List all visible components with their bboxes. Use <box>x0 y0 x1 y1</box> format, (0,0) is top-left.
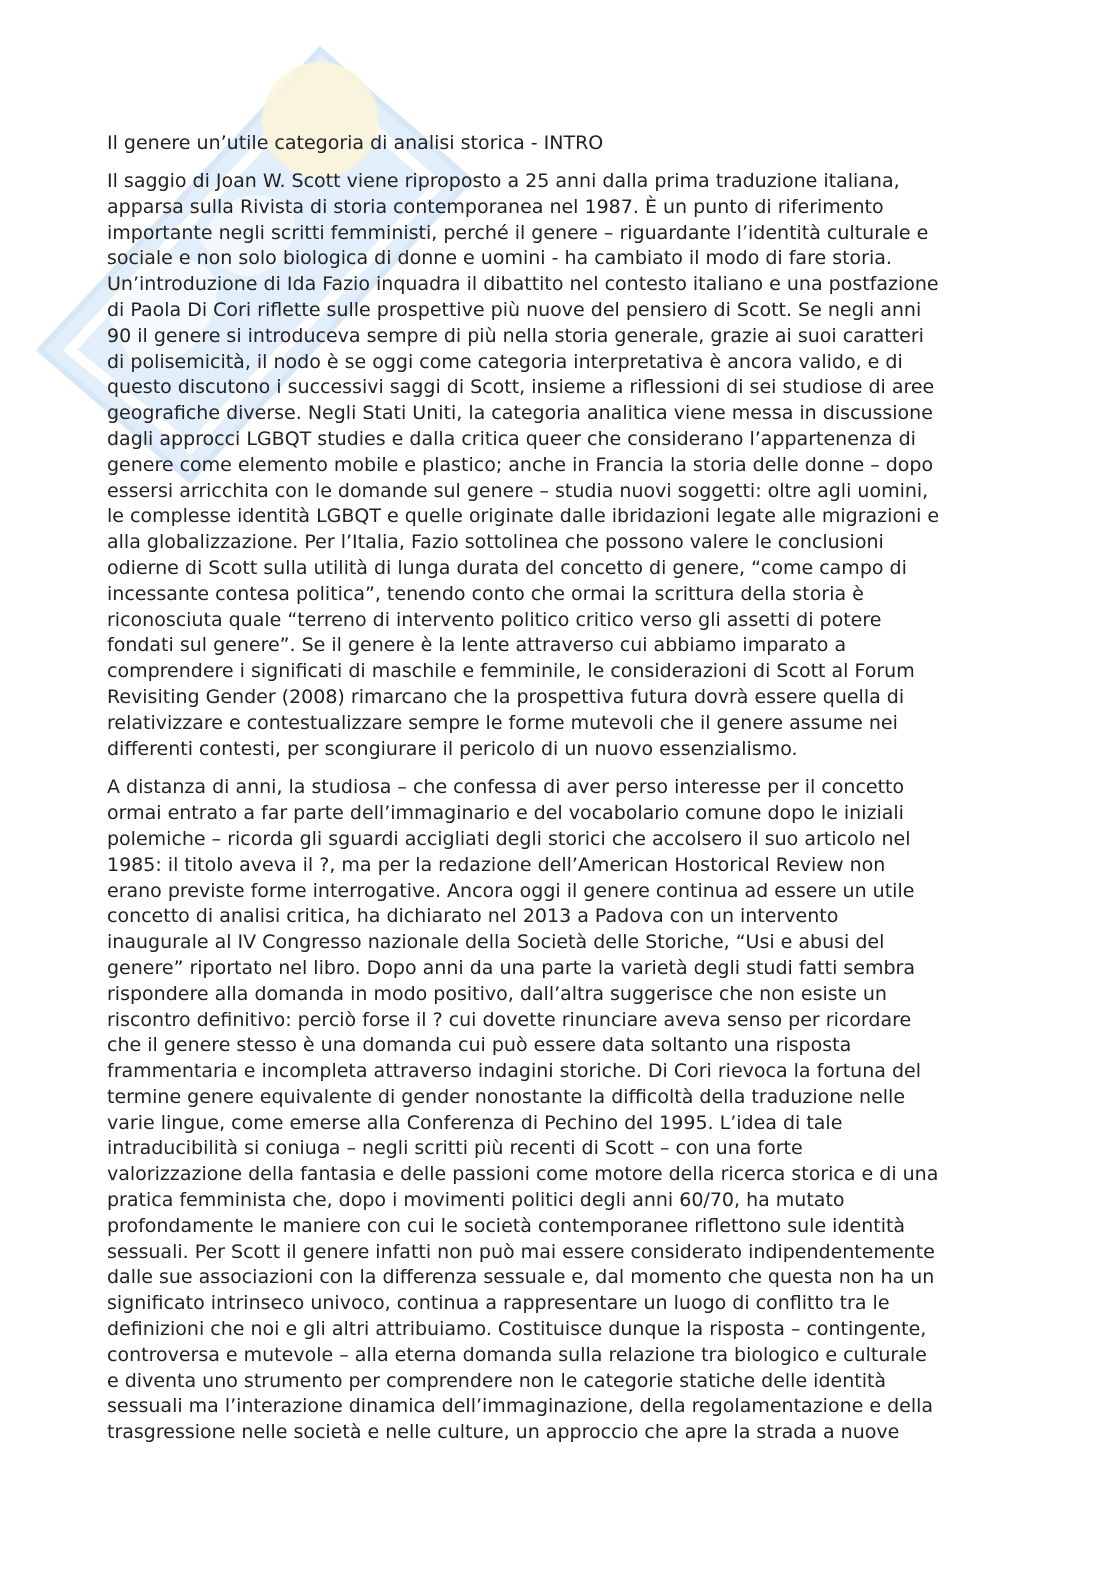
text-line: controversa e mutevole – alla eterna domanda sulla relazione tra biologico e culturale <box>107 1343 927 1366</box>
document-title: Il genere un’utile categoria di analisi storica - INTRO <box>107 132 604 154</box>
text-line: significato intrinseco univoco, continua a rappresentare un luogo di conflitto tra le <box>107 1292 890 1315</box>
text-line: concetto di analisi critica, ha dichiarato nel 2013 a Padova con un intervento <box>107 905 839 928</box>
text-line: essersi arricchita con le domande sul genere – studia nuovi soggetti: oltre agli uomini, <box>107 479 929 502</box>
text-line: definizioni che noi e gli altri attribuiamo. Costituisce dunque la risposta – contingente, <box>107 1318 927 1341</box>
text-line: erano previste forme interrogative. Ancora oggi il genere continua ad essere un utile <box>107 879 915 902</box>
document-body <box>107 128 1012 1459</box>
text-line: polemiche – ricorda gli sguardi accigliati degli storici che accolsero il suo articolo nel <box>107 827 911 850</box>
text-line: e diventa uno strumento per comprendere non le categorie statiche delle identità <box>107 1369 887 1392</box>
text-line: inaugurale al IV Congresso nazionale della Società delle Storiche, “Usi e abusi del <box>107 931 885 954</box>
text-line: valorizzazione della fantasia e delle passioni come motore della ricerca storica e di una <box>107 1163 939 1186</box>
text-line: differenti contesti, per scongiurare il pericolo di un nuovo essenzialismo. <box>107 737 798 760</box>
text-line: riscontro definitivo: perciò forse il ? cui dovette rinunciare aveva senso per ricordare <box>107 1008 912 1031</box>
text-line: riconosciuta quale “terreno di intervento politico critico verso gli assetti di potere <box>107 608 882 631</box>
text-line: Un’introduzione di Ida Fazio inquadra il dibattito nel contesto italiano e una postfazione <box>107 273 939 296</box>
text-line: relativizzare e contestualizzare sempre le forme mutevoli che il genere assume nei <box>107 711 898 734</box>
text-line: frammentaria e incompleta attraverso indagini storiche. Di Cori rievoca la fortuna del <box>107 1060 921 1083</box>
text-line: importante negli scritti femministi, perché il genere – riguardante l’identità culturale e <box>107 221 929 244</box>
text-line: ormai entrato a far parte dell’immaginario e del vocabolario comune dopo le iniziali <box>107 802 904 825</box>
text-line: trasgressione nelle società e nelle culture, un approccio che apre la strada a nuove <box>107 1421 900 1444</box>
text-line: rispondere alla domanda in modo positivo, dall’altra suggerisce che non esiste un <box>107 982 887 1005</box>
paragraph-1 <box>107 169 1012 762</box>
text-line: A distanza di anni, la studiosa – che confessa di aver perso interesse per il concetto <box>107 776 905 799</box>
text-line: alla globalizzazione. Per l’Italia, Fazio sottolinea che possono valere le conclusioni <box>107 531 884 554</box>
text-line: questo discutono i successivi saggi di Scott, insieme a riflessioni di sei studiose di aree <box>107 376 935 399</box>
text-line: fondati sul genere”. Se il genere è la lente attraverso cui abbiamo imparato a <box>107 634 847 657</box>
text-line: sessuali ma l’interazione dinamica dell’immaginazione, della regolamentazione e della <box>107 1395 934 1418</box>
paragraph-2 <box>107 775 1012 1446</box>
text-line: profondamente le maniere con cui le società contemporanee riflettono sule identità <box>107 1214 906 1237</box>
text-line: odierne di Scott sulla utilità di lunga durata del concetto di genere, “come campo di <box>107 556 907 579</box>
text-line: sessuali. Per Scott il genere infatti non può mai essere considerato indipendentemente <box>107 1240 935 1263</box>
text-line: dalle sue associazioni con la differenza sessuale e, dal momento che questa non ha un <box>107 1266 935 1289</box>
text-line: 90 il genere si introduceva sempre di più nella storia generale, grazie ai suoi caratteri <box>107 324 924 347</box>
text-line: comprendere i significati di maschile e femminile, le considerazioni di Scott al Forum <box>107 660 915 683</box>
text-line: intraducibilità si coniuga – negli scritti più recenti di Scott – con una forte <box>107 1137 803 1160</box>
text-line: dagli approcci LGBQT studies e dalla critica queer che considerano l’appartenenza di <box>107 427 916 450</box>
text-line: che il genere stesso è una domanda cui può essere data soltanto una risposta <box>107 1034 852 1057</box>
text-line: le complesse identità LGBQT e quelle originate dalle ibridazioni legate alle migrazioni e <box>107 505 940 528</box>
text-line: Revisiting Gender (2008) rimarcano che la prospettiva futura dovrà essere quella di <box>107 685 905 708</box>
text-line: pratica femminista che, dopo i movimenti politici degli anni 60/70, ha mutato <box>107 1189 845 1212</box>
text-line: di polisemicità, il nodo è se oggi come categoria interpretativa è ancora valido, e di <box>107 350 903 373</box>
text-line: genere” riportato nel libro. Dopo anni da una parte la varietà degli studi fatti sembra <box>107 956 916 979</box>
text-line: geografiche diverse. Negli Stati Uniti, la categoria analitica viene messa in discussione <box>107 402 933 425</box>
text-line: 1985: il titolo aveva il ?, ma per la redazione dell’American Hostorical Review non <box>107 853 886 876</box>
text-line: di Paola Di Cori riflette sulle prospettive più nuove del pensiero di Scott. Se negli anni <box>107 298 922 321</box>
text-line: sociale e non solo biologica di donne e uomini - ha cambiato il modo di fare storia. <box>107 247 892 270</box>
text-line: apparsa sulla Rivista di storia contemporanea nel 1987. È un punto di riferimento <box>107 195 884 218</box>
text-line: varie lingue, come emerse alla Conferenza di Pechino del 1995. L’idea di tale <box>107 1111 843 1134</box>
text-line: Il saggio di Joan W. Scott viene riproposto a 25 anni dalla prima traduzione italiana, <box>107 170 900 192</box>
text-line: incessante contesa politica”, tenendo conto che ormai la scrittura della storia è <box>107 582 864 605</box>
text-line: termine genere equivalente di gender nonostante la difficoltà della traduzione nelle <box>107 1085 906 1108</box>
text-line: genere come elemento mobile e plastico; anche in Francia la storia delle donne – dopo <box>107 453 934 476</box>
